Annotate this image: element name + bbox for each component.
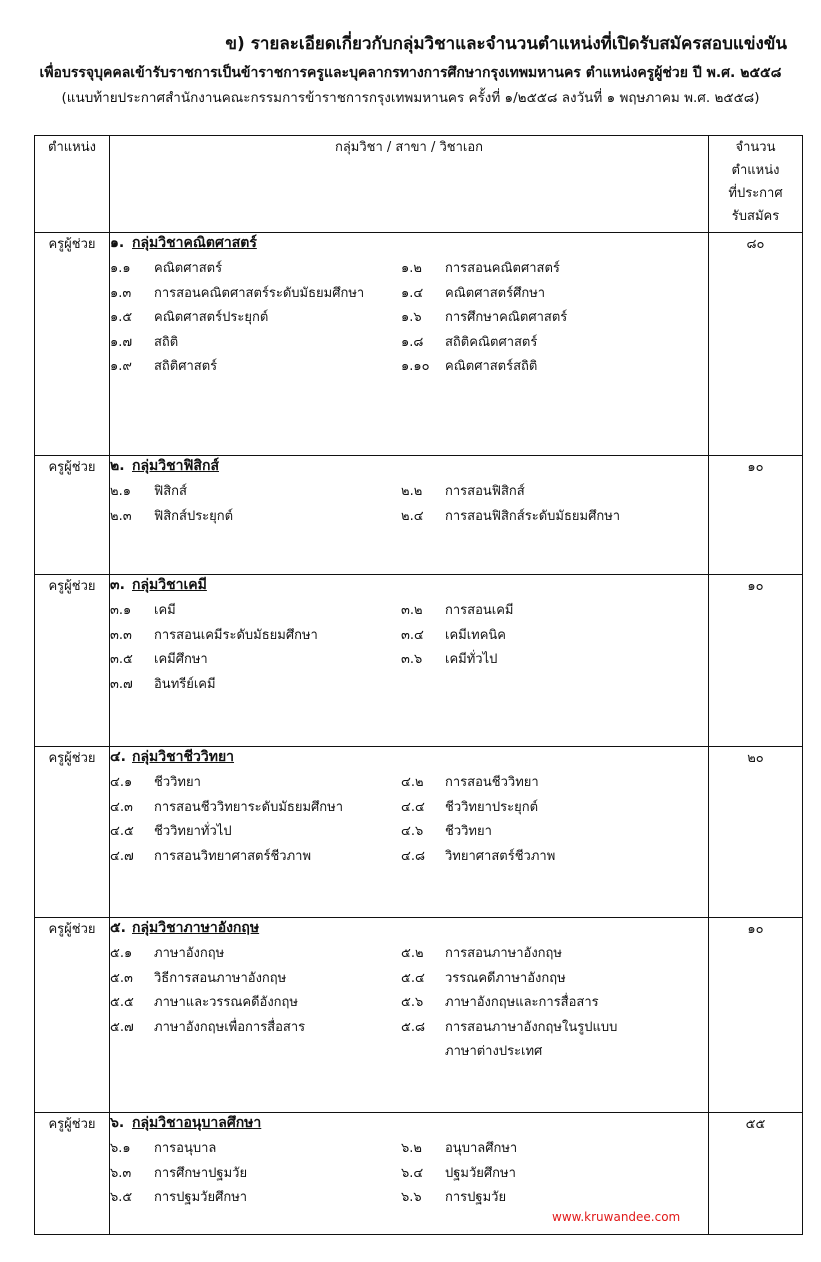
major-number: ๖.๔ (401, 1165, 424, 1181)
major-item (401, 257, 560, 281)
major-number: ๕.๗ (110, 1019, 134, 1035)
group-name: กลุ่มวิชาเคมี (132, 577, 207, 593)
group-title (110, 747, 708, 771)
major-number: ๖.๓ (110, 1165, 132, 1181)
major-item (401, 820, 492, 844)
major-item (401, 282, 545, 306)
major-item (401, 480, 525, 504)
table-row (35, 747, 803, 918)
major-name: คณิตศาสตร์ (154, 261, 223, 276)
major-number: ๑.๓ (110, 285, 132, 301)
major-name: การศึกษาคณิตศาสตร์ (445, 310, 568, 325)
major-name: การศึกษาปฐมวัย (154, 1165, 248, 1181)
major-item (401, 624, 506, 648)
count-cell: ๒๐ (709, 747, 803, 918)
group-name: กลุ่มวิชาอนุบาลศึกษา (132, 1115, 262, 1131)
major-item (401, 306, 567, 330)
major-number: ๕.๔ (401, 970, 425, 986)
major-name: ฟิสิกส์ (154, 484, 187, 499)
major-number: ๑.๖ (401, 310, 422, 325)
major-number: ๔.๘ (401, 848, 426, 864)
count-header-line: รับสมัคร (731, 209, 780, 224)
position-cell: ครูผู้ช่วย (35, 918, 110, 1113)
major-number: ๑.๒ (401, 261, 422, 276)
major-item (110, 282, 364, 306)
major-name: วิทยาศาสตร์ชีวภาพ (445, 848, 556, 864)
positions-table (34, 135, 803, 1235)
major-number: ๕.๘ (401, 1019, 426, 1035)
major-item (110, 673, 216, 697)
group-number: ๑. (110, 235, 125, 251)
major-number: ๖.๑ (110, 1141, 131, 1156)
major-number: ๓.๕ (110, 652, 133, 667)
major-number: ๔.๗ (110, 848, 134, 864)
major-name: ภาษาและวรรณคดีอังกฤษ (154, 995, 298, 1010)
major-number: ๓.๗ (110, 676, 133, 692)
major-number: ๑.๑๐ (401, 359, 430, 374)
subject-group-cell (110, 747, 709, 918)
major-item (401, 967, 566, 991)
major-item (401, 942, 562, 966)
group-title (110, 575, 708, 599)
group-number: ๒. (110, 458, 125, 474)
major-item (401, 845, 555, 869)
major-item (110, 820, 232, 844)
position-cell: ครูผู้ช่วย (35, 1113, 110, 1235)
major-item (401, 331, 537, 355)
table-row (35, 575, 803, 747)
group-number: ๔. (110, 749, 126, 765)
major-name: ชีววิทยาทั่วไป (154, 824, 232, 839)
count-cell: ๘๐ (709, 233, 803, 456)
major-item (110, 1016, 305, 1040)
subject-group-cell (110, 233, 709, 456)
subject-group-cell (110, 456, 709, 575)
major-number: ๒.๔ (401, 508, 424, 524)
major-number: ๑.๗ (110, 334, 133, 350)
major-name-continued: ภาษาต่างประเทศ (445, 1043, 543, 1059)
count-header-line: ที่ประกาศ (728, 186, 783, 201)
major-number: ๔.๓ (110, 799, 133, 815)
major-name: การสอนเคมีระดับมัธยมศึกษา (154, 627, 318, 643)
major-name: ชีววิทยา (154, 775, 201, 790)
major-item (401, 771, 539, 795)
major-number: ๖.๕ (110, 1190, 133, 1205)
major-number: ๒.๓ (110, 508, 132, 524)
major-item (401, 1016, 618, 1059)
major-item (401, 1137, 517, 1161)
major-name: การสอนฟิสิกส์ (445, 484, 525, 499)
major-name: ปฐมวัยศึกษา (445, 1165, 516, 1181)
document-reference: (แนบท้ายประกาศสำนักงานคณะกรรมการข้าราชการกรุงเทพมหานคร ครั้งที่ ๑/๒๕๕๘ ลงวันที่ ๑ พฤษภาคม พ.ศ. ๒๕๕๘) (61, 90, 760, 106)
position-cell: ครูผู้ช่วย (35, 456, 110, 575)
major-name: ภาษาอังกฤษและการสื่อสาร (445, 995, 599, 1010)
major-number: ๕.๕ (110, 995, 134, 1010)
document-heading: ข) รายละเอียดเกี่ยวกับกลุ่มวิชาและจำนวนตำแหน่งที่เปิดรับสมัครสอบแข่งขัน (225, 34, 787, 54)
major-number: ๓.๓ (110, 627, 132, 643)
major-name: คณิตศาสตร์ศึกษา (445, 285, 546, 301)
major-item (110, 1186, 247, 1210)
major-number: ๔.๒ (401, 775, 424, 790)
group-title (110, 918, 708, 942)
major-item (401, 599, 514, 623)
major-name: การสอนภาษาอังกฤษในรูปแบบ (445, 1019, 618, 1035)
count-cell: ๑๐ (709, 575, 803, 747)
major-name: เคมีศึกษา (154, 652, 208, 667)
major-number: ๓.๑ (110, 603, 132, 618)
major-item (110, 331, 178, 355)
major-number: ๔.๕ (110, 824, 134, 839)
major-item (401, 1186, 506, 1210)
major-name: ชีววิทยาประยุกต์ (445, 799, 539, 815)
table-row (35, 456, 803, 575)
table-row (35, 1113, 803, 1235)
count-cell: ๑๐ (709, 456, 803, 575)
major-name: คณิตศาสตร์ประยุกต์ (154, 310, 269, 325)
group-name: กลุ่มวิชาฟิสิกส์ (132, 458, 219, 474)
major-name: อนุบาลศึกษา (445, 1141, 518, 1156)
major-name: ชีววิทยา (445, 824, 492, 839)
group-number: ๓. (110, 577, 125, 593)
major-number: ๑.๙ (110, 359, 132, 374)
document-subheading: เพื่อบรรจุบุคคลเข้ารับราชการเป็นข้าราชการครูและบุคลากรทางการศึกษากรุงเทพมหานคร ตำแหน่งครูผู้ช่วย ปี พ.ศ. ๒๕๕๘ (39, 65, 782, 81)
subject-group-cell (110, 575, 709, 747)
major-name: อินทรีย์เคมี (154, 676, 216, 692)
major-item (110, 1137, 216, 1161)
major-item (110, 480, 187, 504)
major-name: ฟิสิกส์ประยุกต์ (154, 508, 234, 524)
major-item (110, 257, 222, 281)
major-item (401, 796, 538, 820)
major-name: การปฐมวัยศึกษา (154, 1190, 248, 1205)
major-number: ๑.๕ (110, 310, 133, 325)
major-number: ๖.๒ (401, 1141, 422, 1156)
major-number: ๑.๘ (401, 334, 424, 350)
group-title (110, 456, 708, 480)
major-name: วรรณคดีภาษาอังกฤษ (445, 970, 566, 986)
count-cell: ๑๐ (709, 918, 803, 1113)
count-header-line: จำนวน (735, 140, 776, 155)
group-title (110, 1113, 708, 1137)
major-number: ๕.๖ (401, 995, 424, 1010)
column-header-count (709, 136, 803, 233)
major-item (110, 355, 217, 379)
major-item (110, 942, 224, 966)
major-number: ๓.๖ (401, 652, 423, 667)
major-item (110, 505, 233, 529)
position-cell: ครูผู้ช่วย (35, 747, 110, 918)
table-header-row (35, 136, 803, 233)
table-row (35, 233, 803, 456)
major-name: การสอนชีววิทยา (445, 775, 539, 790)
major-number: ๒.๑ (110, 484, 131, 499)
major-number: ๕.๒ (401, 946, 424, 961)
group-number: ๖. (110, 1115, 125, 1131)
major-name: สถิติ (154, 334, 179, 350)
major-name: การสอนเคมี (445, 603, 514, 618)
major-item (110, 991, 298, 1015)
major-item (401, 1162, 516, 1186)
major-item (401, 648, 497, 672)
site-watermark: www.kruwandee.com (552, 1210, 681, 1224)
major-name: วิธีการสอนภาษาอังกฤษ (154, 970, 287, 986)
major-number: ๕.๓ (110, 970, 133, 986)
group-name: กลุ่มวิชาคณิตศาสตร์ (132, 235, 257, 251)
major-name: สถิติศาสตร์ (154, 359, 218, 374)
group-title (110, 233, 708, 257)
major-number: ๓.๒ (401, 603, 423, 618)
major-item (110, 648, 208, 672)
major-name: สถิติคณิตศาสตร์ (445, 334, 538, 350)
major-name: เคมี (154, 603, 176, 618)
major-number: ๔.๔ (401, 799, 425, 815)
major-item (110, 967, 286, 991)
major-name: คณิตศาสตร์สถิติ (445, 359, 538, 374)
major-name: การสอนชีววิทยาระดับมัธยมศึกษา (154, 799, 344, 815)
major-name: การสอนฟิสิกส์ระดับมัธยมศึกษา (445, 508, 621, 524)
group-name: กลุ่มวิชาชีววิทยา (132, 749, 235, 765)
major-name: ภาษาอังกฤษ (154, 946, 225, 961)
major-name: ภาษาอังกฤษเพื่อการสื่อสาร (154, 1019, 306, 1035)
column-header-position: ตำแหน่ง (35, 136, 110, 233)
major-number: ๕.๑ (110, 946, 133, 961)
count-cell: ๕๕ (709, 1113, 803, 1235)
group-number: ๕. (110, 920, 126, 936)
major-item (110, 599, 176, 623)
major-item (110, 845, 311, 869)
major-item (110, 1162, 247, 1186)
major-item (401, 505, 620, 529)
major-number: ๔.๖ (401, 824, 424, 839)
major-number: ๔.๑ (110, 775, 133, 790)
column-header-subject: กลุ่มวิชา / สาขา / วิชาเอก (110, 136, 709, 233)
position-cell: ครูผู้ช่วย (35, 575, 110, 747)
count-header-line: ตำแหน่ง (731, 163, 780, 178)
major-name: การสอนภาษาอังกฤษ (445, 946, 562, 961)
major-name: การปฐมวัย (445, 1190, 507, 1205)
position-cell: ครูผู้ช่วย (35, 233, 110, 456)
major-item (401, 355, 537, 379)
table-row (35, 918, 803, 1113)
major-number: ๖.๖ (401, 1190, 422, 1205)
subject-group-cell (110, 918, 709, 1113)
major-name: การอนุบาล (154, 1141, 217, 1156)
major-number: ๑.๔ (401, 285, 424, 301)
major-name: การสอนคณิตศาสตร์ (445, 261, 560, 276)
major-item (110, 796, 343, 820)
major-number: ๓.๔ (401, 627, 424, 643)
major-item (401, 991, 599, 1015)
major-name: เคมีเทคนิค (445, 627, 507, 643)
major-item (110, 771, 201, 795)
major-item (110, 306, 268, 330)
major-name: การสอนคณิตศาสตร์ระดับมัธยมศึกษา (154, 285, 365, 301)
major-name: เคมีทั่วไป (445, 652, 498, 667)
major-item (110, 624, 318, 648)
major-number: ๑.๑ (110, 261, 131, 276)
major-name: การสอนวิทยาศาสตร์ชีวภาพ (154, 848, 312, 864)
group-name: กลุ่มวิชาภาษาอังกฤษ (132, 920, 260, 936)
major-number: ๒.๒ (401, 484, 423, 499)
